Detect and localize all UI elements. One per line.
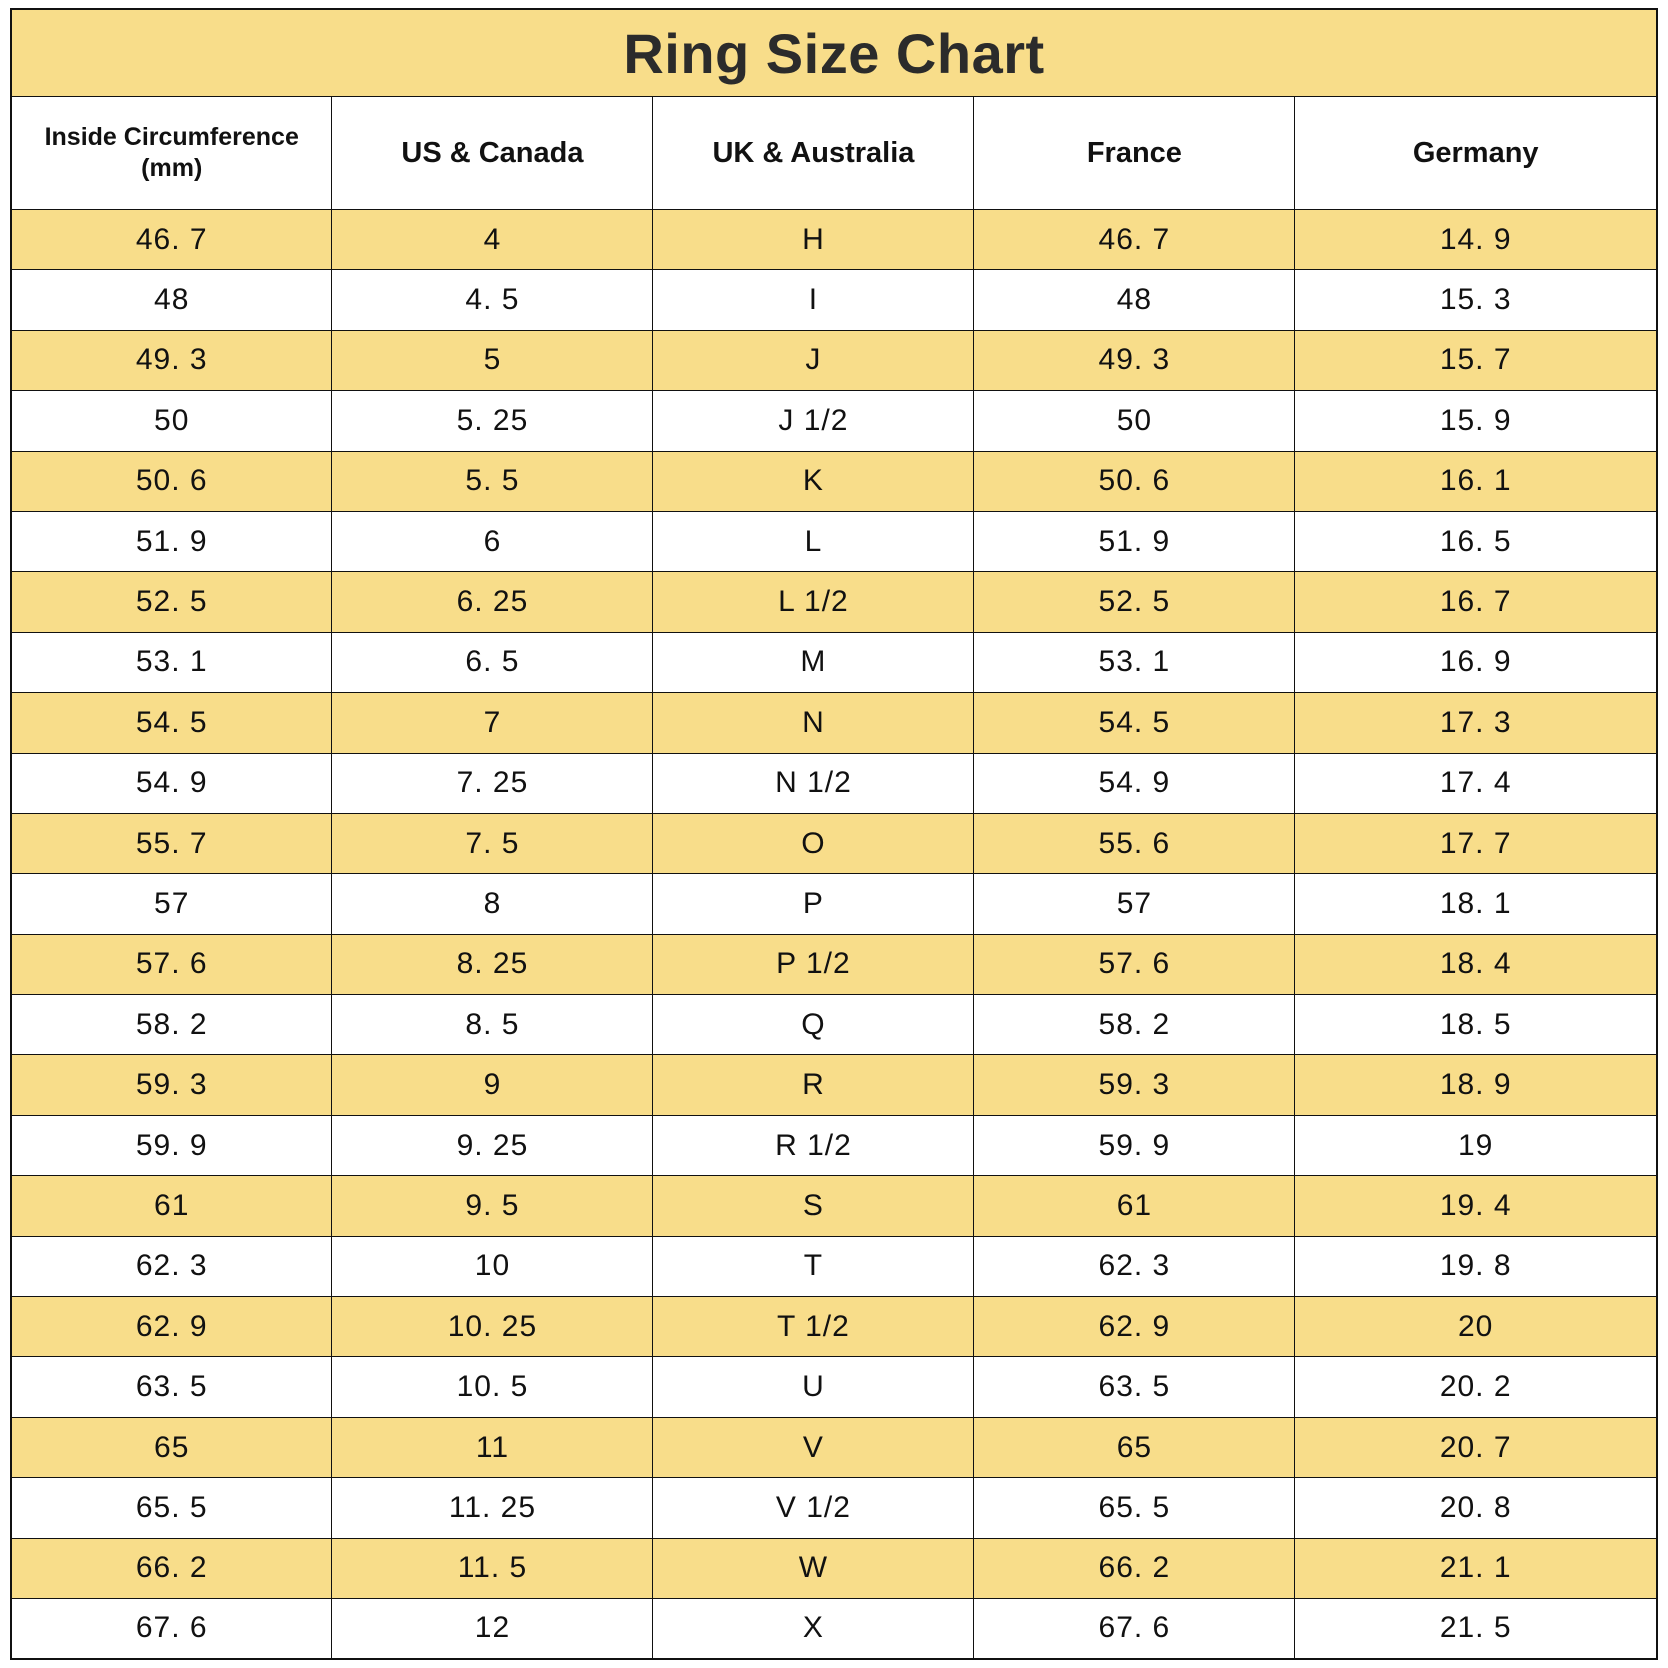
table-cell: 59. 9 (974, 1115, 1295, 1175)
table-cell: L (653, 511, 974, 571)
table-cell: 6. 5 (332, 632, 653, 692)
table-row (11, 391, 1657, 451)
table-row (11, 1055, 1657, 1115)
table-cell: 10. 5 (332, 1357, 653, 1417)
table-row (11, 330, 1657, 390)
table-cell: 67. 6 (11, 1598, 332, 1659)
table-cell: 15. 3 (1295, 270, 1657, 330)
table-cell: 11. 25 (332, 1478, 653, 1538)
table-cell: 62. 9 (11, 1297, 332, 1357)
table-cell: V (653, 1417, 974, 1477)
table-cell: 52. 5 (974, 572, 1295, 632)
table-cell: P (653, 874, 974, 934)
table-cell: 59. 3 (974, 1055, 1295, 1115)
table-cell: 8 (332, 874, 653, 934)
ring-size-table (10, 8, 1658, 1660)
table-row (11, 934, 1657, 994)
table-cell: 66. 2 (974, 1538, 1295, 1598)
table-cell: 19. 8 (1295, 1236, 1657, 1296)
table-cell: 50. 6 (974, 451, 1295, 511)
table-cell: N 1/2 (653, 753, 974, 813)
table-cell: 53. 1 (974, 632, 1295, 692)
table-cell: 65. 5 (974, 1478, 1295, 1538)
table-cell: 18. 1 (1295, 874, 1657, 934)
table-cell: 20. 8 (1295, 1478, 1657, 1538)
column-header-germany: Germany (1295, 97, 1657, 210)
table-cell: 58. 2 (974, 995, 1295, 1055)
table-cell: 50 (974, 391, 1295, 451)
table-cell: 20. 7 (1295, 1417, 1657, 1477)
table-cell: 54. 5 (974, 693, 1295, 753)
table-cell: N (653, 693, 974, 753)
table-cell: 65 (11, 1417, 332, 1477)
table-row (11, 874, 1657, 934)
title-row (11, 9, 1657, 97)
table-cell: R 1/2 (653, 1115, 974, 1175)
table-cell: 48 (11, 270, 332, 330)
table-cell: T 1/2 (653, 1297, 974, 1357)
table-cell: 14. 9 (1295, 210, 1657, 270)
table-cell: 48 (974, 270, 1295, 330)
table-cell: 18. 9 (1295, 1055, 1657, 1115)
table-cell: I (653, 270, 974, 330)
table-cell: 51. 9 (11, 511, 332, 571)
table-cell: 59. 3 (11, 1055, 332, 1115)
table-cell: 19. 4 (1295, 1176, 1657, 1236)
table-cell: 46. 7 (11, 210, 332, 270)
table-cell: 20. 2 (1295, 1357, 1657, 1417)
table-cell: 50 (11, 391, 332, 451)
header-line-1: Inside Circumference (44, 122, 299, 151)
table-cell: 16. 9 (1295, 632, 1657, 692)
table-cell: 50. 6 (11, 451, 332, 511)
table-cell: 67. 6 (974, 1598, 1295, 1659)
table-cell: 51. 9 (974, 511, 1295, 571)
table-cell: 49. 3 (11, 330, 332, 390)
table-cell: 17. 3 (1295, 693, 1657, 753)
table-cell: 62. 3 (974, 1236, 1295, 1296)
table-cell: 5 (332, 330, 653, 390)
table-cell: X (653, 1598, 974, 1659)
table-cell: 55. 7 (11, 813, 332, 873)
table-cell: 8. 25 (332, 934, 653, 994)
column-header-uk-australia: UK & Australia (653, 97, 974, 210)
column-header-us-canada: US & Canada (332, 97, 653, 210)
table-row (11, 451, 1657, 511)
table-head (11, 9, 1657, 210)
table-cell: 18. 4 (1295, 934, 1657, 994)
table-cell: 62. 9 (974, 1297, 1295, 1357)
table-cell: 4 (332, 210, 653, 270)
table-cell: 7. 25 (332, 753, 653, 813)
table-cell: 21. 1 (1295, 1538, 1657, 1598)
table-cell: 16. 7 (1295, 572, 1657, 632)
table-row (11, 1598, 1657, 1659)
table-cell: 66. 2 (11, 1538, 332, 1598)
table-cell: 57 (974, 874, 1295, 934)
table-row (11, 1478, 1657, 1538)
table-row (11, 1297, 1657, 1357)
table-cell: Q (653, 995, 974, 1055)
table-cell: 7. 5 (332, 813, 653, 873)
table-row (11, 1417, 1657, 1477)
table-cell: L 1/2 (653, 572, 974, 632)
table-row (11, 813, 1657, 873)
table-cell: 57. 6 (974, 934, 1295, 994)
table-cell: 11. 5 (332, 1538, 653, 1598)
table-row (11, 632, 1657, 692)
table-cell: 17. 4 (1295, 753, 1657, 813)
table-cell: 5. 25 (332, 391, 653, 451)
table-row (11, 1236, 1657, 1296)
table-cell: 18. 5 (1295, 995, 1657, 1055)
table-cell: S (653, 1176, 974, 1236)
table-cell: 62. 3 (11, 1236, 332, 1296)
table-cell: 20 (1295, 1297, 1657, 1357)
table-cell: 54. 9 (11, 753, 332, 813)
table-cell: P 1/2 (653, 934, 974, 994)
table-row (11, 693, 1657, 753)
table-cell: 19 (1295, 1115, 1657, 1175)
table-cell: 21. 5 (1295, 1598, 1657, 1659)
table-cell: O (653, 813, 974, 873)
table-cell: 52. 5 (11, 572, 332, 632)
table-cell: 8. 5 (332, 995, 653, 1055)
table-body (11, 210, 1657, 1660)
table-cell: U (653, 1357, 974, 1417)
table-cell: 16. 1 (1295, 451, 1657, 511)
table-row (11, 1115, 1657, 1175)
table-cell: T (653, 1236, 974, 1296)
table-row (11, 511, 1657, 571)
table-cell: 63. 5 (11, 1357, 332, 1417)
table-cell: V 1/2 (653, 1478, 974, 1538)
table-cell: 53. 1 (11, 632, 332, 692)
table-cell: 12 (332, 1598, 653, 1659)
column-header-inside-circumference (11, 97, 332, 210)
table-cell: 65. 5 (11, 1478, 332, 1538)
table-cell: M (653, 632, 974, 692)
header-line-2: (mm) (141, 154, 203, 182)
table-cell: 55. 6 (974, 813, 1295, 873)
table-cell: 57. 6 (11, 934, 332, 994)
table-cell: 63. 5 (974, 1357, 1295, 1417)
table-cell: 58. 2 (11, 995, 332, 1055)
table-cell: 5. 5 (332, 451, 653, 511)
table-cell: 16. 5 (1295, 511, 1657, 571)
table-cell: 6 (332, 511, 653, 571)
table-cell: W (653, 1538, 974, 1598)
table-row (11, 1176, 1657, 1236)
table-row (11, 210, 1657, 270)
table-cell: K (653, 451, 974, 511)
table-cell: 10 (332, 1236, 653, 1296)
table-cell: J (653, 330, 974, 390)
column-header-france: France (974, 97, 1295, 210)
table-row (11, 1357, 1657, 1417)
table-row (11, 1538, 1657, 1598)
table-cell: 49. 3 (974, 330, 1295, 390)
table-cell: 54. 9 (974, 753, 1295, 813)
table-cell: 4. 5 (332, 270, 653, 330)
table-cell: 57 (11, 874, 332, 934)
table-cell: 59. 9 (11, 1115, 332, 1175)
table-cell: 9 (332, 1055, 653, 1115)
table-cell: J 1/2 (653, 391, 974, 451)
table-cell: 10. 25 (332, 1297, 653, 1357)
table-row (11, 753, 1657, 813)
table-cell: 11 (332, 1417, 653, 1477)
table-cell: 15. 9 (1295, 391, 1657, 451)
column-header-row (11, 97, 1657, 210)
table-cell: 17. 7 (1295, 813, 1657, 873)
table-cell: 7 (332, 693, 653, 753)
table-cell: 6. 25 (332, 572, 653, 632)
table-cell: 61 (11, 1176, 332, 1236)
table-cell: H (653, 210, 974, 270)
table-cell: 65 (974, 1417, 1295, 1477)
table-row (11, 270, 1657, 330)
table-cell: 9. 5 (332, 1176, 653, 1236)
table-row (11, 995, 1657, 1055)
page-title: Ring Size Chart (11, 9, 1657, 97)
table-cell: 9. 25 (332, 1115, 653, 1175)
table-cell: 61 (974, 1176, 1295, 1236)
table-cell: 15. 7 (1295, 330, 1657, 390)
table-cell: 54. 5 (11, 693, 332, 753)
table-cell: 46. 7 (974, 210, 1295, 270)
table-cell: R (653, 1055, 974, 1115)
table-row (11, 572, 1657, 632)
